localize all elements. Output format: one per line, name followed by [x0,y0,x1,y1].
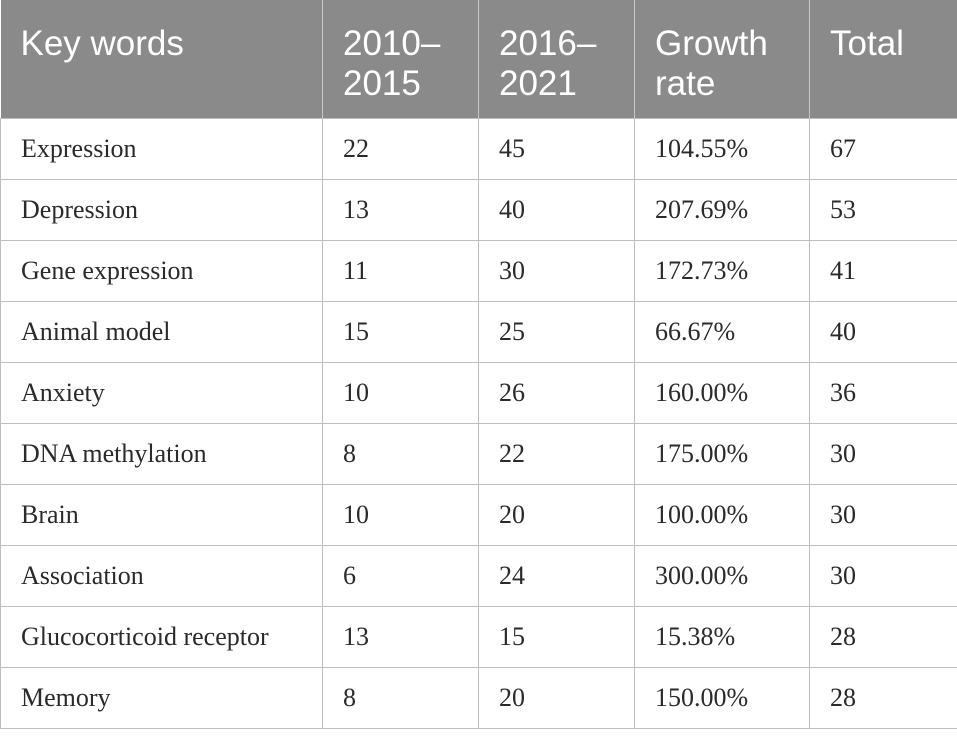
header-row [1,0,957,119]
header-growth-rate [635,0,810,119]
cell-growth-rate: 100.00% [635,485,810,546]
cell-keyword: Brain [1,485,323,546]
cell-2010-2015: 10 [323,363,479,424]
cell-2010-2015: 10 [323,485,479,546]
cell-growth-rate: 300.00% [635,546,810,607]
header-2010-2015 [323,0,479,119]
cell-total: 30 [810,546,957,607]
cell-2016-2021: 15 [479,607,635,668]
header-2010-2015-label: 2010– 2015 [343,24,441,103]
cell-2010-2015: 15 [323,302,479,363]
cell-total: 30 [810,424,957,485]
cell-keyword: Anxiety [1,363,323,424]
header-key-words [1,0,323,119]
cell-keyword: Glucocorticoid receptor [1,607,323,668]
cell-2010-2015: 11 [323,241,479,302]
cell-keyword: Expression [1,119,323,180]
cell-2010-2015: 13 [323,607,479,668]
cell-2010-2015: 8 [323,424,479,485]
table-row [1,546,957,607]
cell-growth-rate: 175.00% [635,424,810,485]
table-row [1,119,957,180]
cell-growth-rate: 160.00% [635,363,810,424]
cell-total: 67 [810,119,957,180]
cell-keyword: Depression [1,180,323,241]
cell-total: 28 [810,607,957,668]
table-row [1,668,957,729]
table-row [1,607,957,668]
header-growth-rate-label: Growth rate [655,24,768,103]
cell-2016-2021: 45 [479,119,635,180]
header-total-label: Total [830,24,904,63]
table-row [1,485,957,546]
cell-keyword: DNA methylation [1,424,323,485]
table-row [1,180,957,241]
cell-keyword: Memory [1,668,323,729]
cell-growth-rate: 66.67% [635,302,810,363]
cell-keyword: Animal model [1,302,323,363]
cell-2010-2015: 13 [323,180,479,241]
cell-2016-2021: 40 [479,180,635,241]
cell-total: 53 [810,180,957,241]
cell-2016-2021: 30 [479,241,635,302]
cell-2016-2021: 22 [479,424,635,485]
cell-2010-2015: 6 [323,546,479,607]
cell-keyword: Gene expression [1,241,323,302]
cell-growth-rate: 207.69% [635,180,810,241]
cell-2016-2021: 20 [479,668,635,729]
table-row [1,241,957,302]
table-row [1,424,957,485]
cell-2010-2015: 22 [323,119,479,180]
cell-growth-rate: 104.55% [635,119,810,180]
cell-keyword: Association [1,546,323,607]
cell-total: 40 [810,302,957,363]
cell-total: 30 [810,485,957,546]
cell-total: 41 [810,241,957,302]
header-2016-2021-label: 2016– 2021 [499,24,597,103]
table-row [1,363,957,424]
header-2016-2021 [479,0,635,119]
header-key-words-label: Key words [20,24,184,63]
cell-2016-2021: 20 [479,485,635,546]
cell-growth-rate: 150.00% [635,668,810,729]
cell-2016-2021: 24 [479,546,635,607]
cell-total: 36 [810,363,957,424]
cell-total: 28 [810,668,957,729]
table-row [1,302,957,363]
cell-2016-2021: 25 [479,302,635,363]
cell-2016-2021: 26 [479,363,635,424]
cell-growth-rate: 15.38% [635,607,810,668]
cell-growth-rate: 172.73% [635,241,810,302]
cell-2010-2015: 8 [323,668,479,729]
header-total [810,0,957,119]
